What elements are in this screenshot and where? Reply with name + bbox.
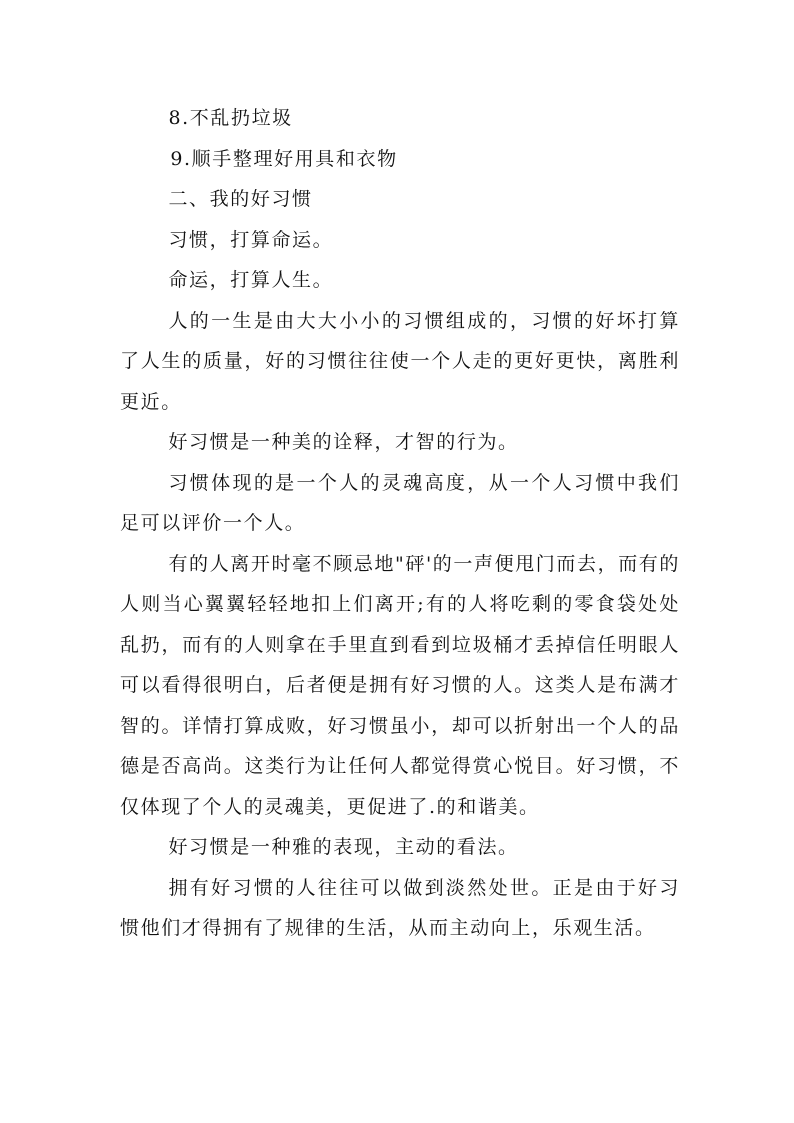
paragraph: 好习惯是一种美的诠释，才智的行为。	[168, 431, 519, 453]
paragraph: 好习惯是一种雅的表现，主动的看法。	[168, 836, 519, 858]
paragraph: 人的一生是由大大小小的习惯组成的，习惯的好坏打算了人生的质量，好的习惯往往使一个人走的更好更快，离胜利更近。	[120, 309, 680, 413]
list-item-9: 9.顺手整理好用具和衣物	[170, 147, 398, 170]
list-item-8: 8.不乱扔垃圾	[168, 107, 293, 129]
paragraph: 习惯体现的是一个人的灵魂高度，从一个人习惯中我们足可以评价一个人。	[120, 471, 680, 534]
paragraph: 习惯，打算命运。	[168, 228, 334, 251]
section-heading: 二、我的好习惯	[168, 188, 313, 210]
paragraph: 拥有好习惯的人往往可以做到淡然处世。正是由于好习惯他们才得拥有了规律的生活，从而主动向上，乐观生活。	[120, 876, 680, 939]
paragraph: 有的人离开时毫不顾忌地"砰'的一声便甩门而去，而有的人则当心翼翼轻轻地扣上们离开;有的人将吃剩的零食袋处处乱扔，而有的人则拿在手里直到看到垃圾桶才丢掉信任明眼人可以看得很明白，后者便是拥有好习惯的人。这类人是布满才智的。详情打算成败，好习惯虽小，却可以折射出一个人的品德是否高尚。这类行为让任何人都觉得赏心悦目。好习惯，不仅体现了个人的灵魂美，更促进了.的和谐美。	[120, 552, 681, 818]
paragraph: 命运，打算人生。	[168, 269, 334, 291]
document-body	[120, 98, 680, 949]
